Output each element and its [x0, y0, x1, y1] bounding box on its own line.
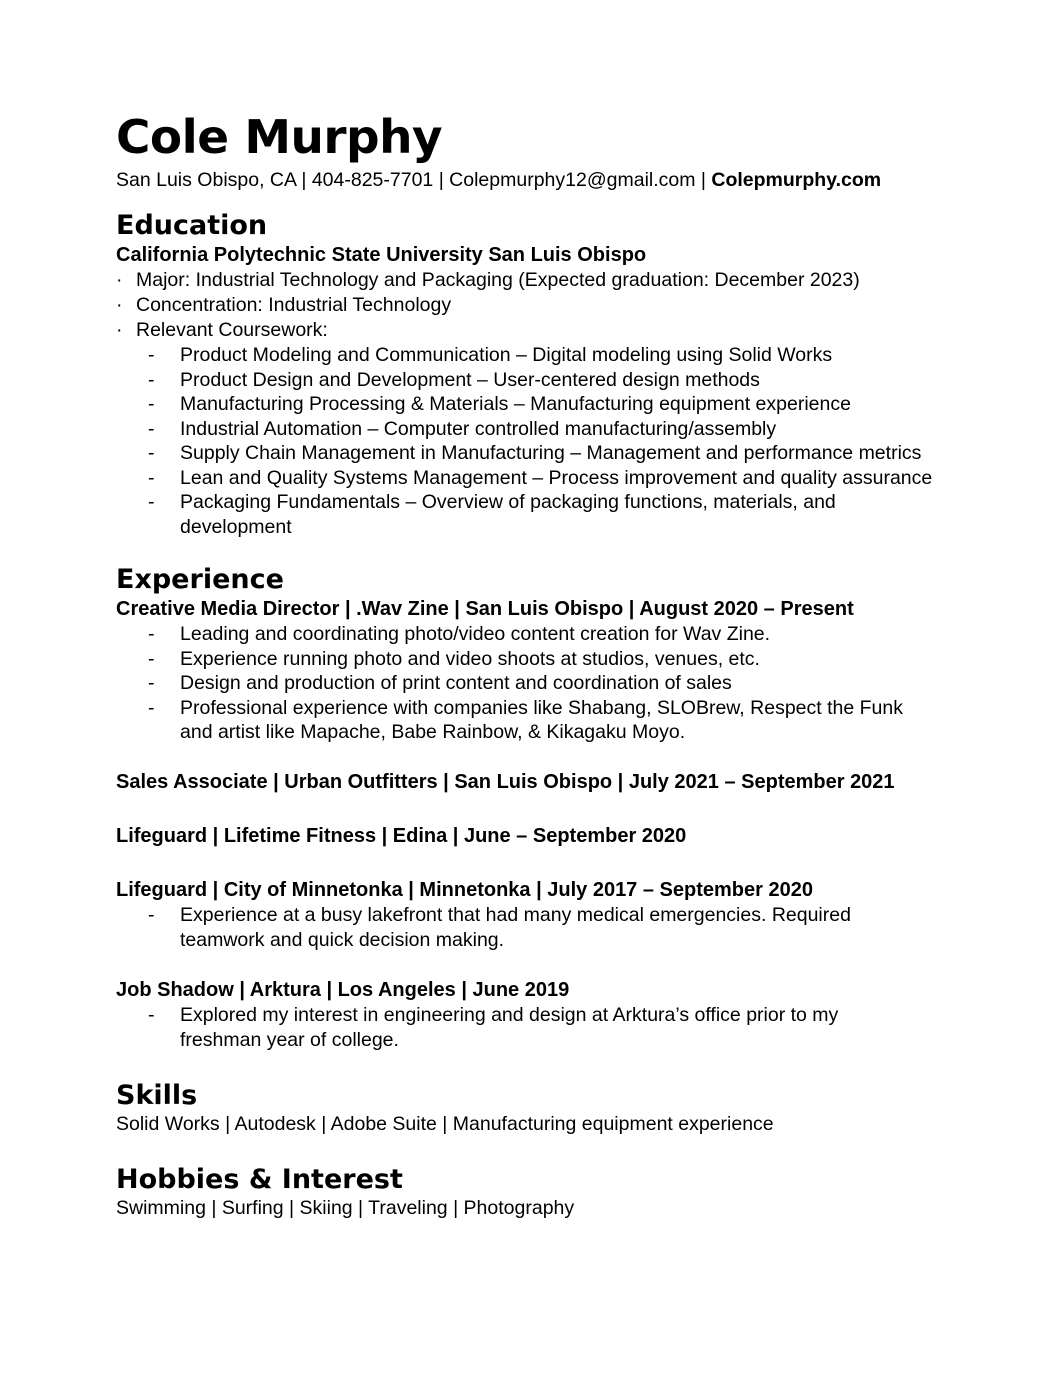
website-link[interactable]: Colepmurphy.com: [711, 169, 882, 191]
job-title: Lifeguard | Lifetime Fitness | Edina | June – September 2020: [116, 825, 687, 847]
contact-details: San Luis Obispo, CA | 404-825-7701 | Colepmurphy12@gmail.com |: [116, 169, 712, 191]
experience-heading: Experience: [116, 564, 284, 595]
job-title: Sales Associate | Urban Outfitters | San Luis Obispo | July 2021 – September 2021: [116, 771, 895, 793]
coursework-item: - Product Design and Development – User-centered design methods: [148, 368, 760, 391]
coursework-item: - Industrial Automation – Computer controlled manufacturing/assembly: [148, 417, 777, 440]
skills-heading: Skills: [116, 1080, 198, 1111]
bullet-marker: ·: [116, 294, 123, 316]
coursework-item: - Packaging Fundamentals – Overview of packaging functions, materials, and development: [148, 491, 836, 538]
job-point: - Experience running photo and video shoots at studios, venues, etc.: [148, 647, 760, 670]
dash-marker: -: [148, 1004, 155, 1026]
dash-marker: -: [148, 696, 155, 719]
education-bullet: · Relevant Coursework:: [116, 319, 328, 341]
skills-list: Solid Works | Autodesk | Adobe Suite | Manufacturing equipment experience: [116, 1113, 774, 1135]
dash-marker: -: [148, 368, 155, 391]
coursework-item: - Product Modeling and Communication – Digital modeling using Solid Works: [148, 344, 833, 366]
job-title: Job Shadow | Arktura | Los Angeles | June 2019: [116, 979, 570, 1001]
job-point: - Leading and coordinating photo/video content creation for Wav Zine.: [148, 623, 771, 645]
education-heading: Education: [116, 210, 268, 241]
experience-section: [116, 564, 976, 1051]
education-bullet: · Concentration: Industrial Technology: [116, 294, 452, 316]
dash-marker: -: [148, 647, 155, 670]
bullet-marker: ·: [116, 319, 123, 341]
job-entry: [116, 977, 976, 1052]
coursework-item: - Supply Chain Management in Manufacturing – Management and performance metrics: [148, 442, 922, 464]
resume-page: [116, 110, 976, 1219]
skills-section: [116, 1080, 976, 1137]
job-entry: [116, 769, 895, 795]
candidate-name: Cole Murphy: [116, 110, 443, 164]
dash-marker: -: [148, 466, 155, 489]
hobbies-list: Swimming | Surfing | Skiing | Traveling | Photography: [116, 1197, 575, 1219]
school-name: California Polytechnic State University San Luis Obispo: [116, 244, 647, 266]
dash-marker: -: [148, 393, 155, 415]
dash-marker: -: [148, 344, 155, 366]
job-entry: [116, 596, 976, 745]
hobbies-heading: Hobbies & Interest: [116, 1164, 403, 1195]
dash-marker: -: [148, 623, 155, 645]
job-point: - Experience at a busy lakefront that had many medical emergencies. Required teamwork and quick decision making.: [148, 904, 851, 951]
job-point: - Explored my interest in engineering and design at Arktura’s office prior to my freshman year of college.: [148, 1004, 839, 1051]
coursework-item: - Lean and Quality Systems Management – Process improvement and quality assurance: [148, 466, 933, 489]
job-title: Lifeguard | City of Minnetonka | Minnetonka | July 2017 – September 2020: [116, 879, 813, 901]
coursework-item: - Manufacturing Processing & Materials – Manufacturing equipment experience: [148, 393, 851, 415]
bullet-marker: ·: [116, 269, 123, 291]
job-entry: [116, 877, 976, 952]
job-entry: [116, 823, 686, 849]
dash-marker: -: [148, 672, 155, 694]
contact-line: [116, 168, 976, 192]
job-point: - Professional experience with companies like Shabang, SLOBrew, Respect the Funk and artist like Mapache, Babe Rainbow, & Kikagaku Moyo.: [148, 696, 903, 743]
job-title: Creative Media Director | .Wav Zine | San Luis Obispo | August 2020 – Present: [116, 598, 854, 620]
job-point: - Design and production of print content and coordination of sales: [148, 672, 732, 694]
hobbies-section: [116, 1164, 976, 1221]
dash-marker: -: [148, 491, 155, 513]
dash-marker: -: [148, 904, 155, 926]
education-section: [116, 210, 976, 539]
education-bullet: · Major: Industrial Technology and Packaging (Expected graduation: December 2023): [116, 269, 860, 291]
dash-marker: -: [148, 442, 155, 464]
dash-marker: -: [148, 417, 155, 440]
